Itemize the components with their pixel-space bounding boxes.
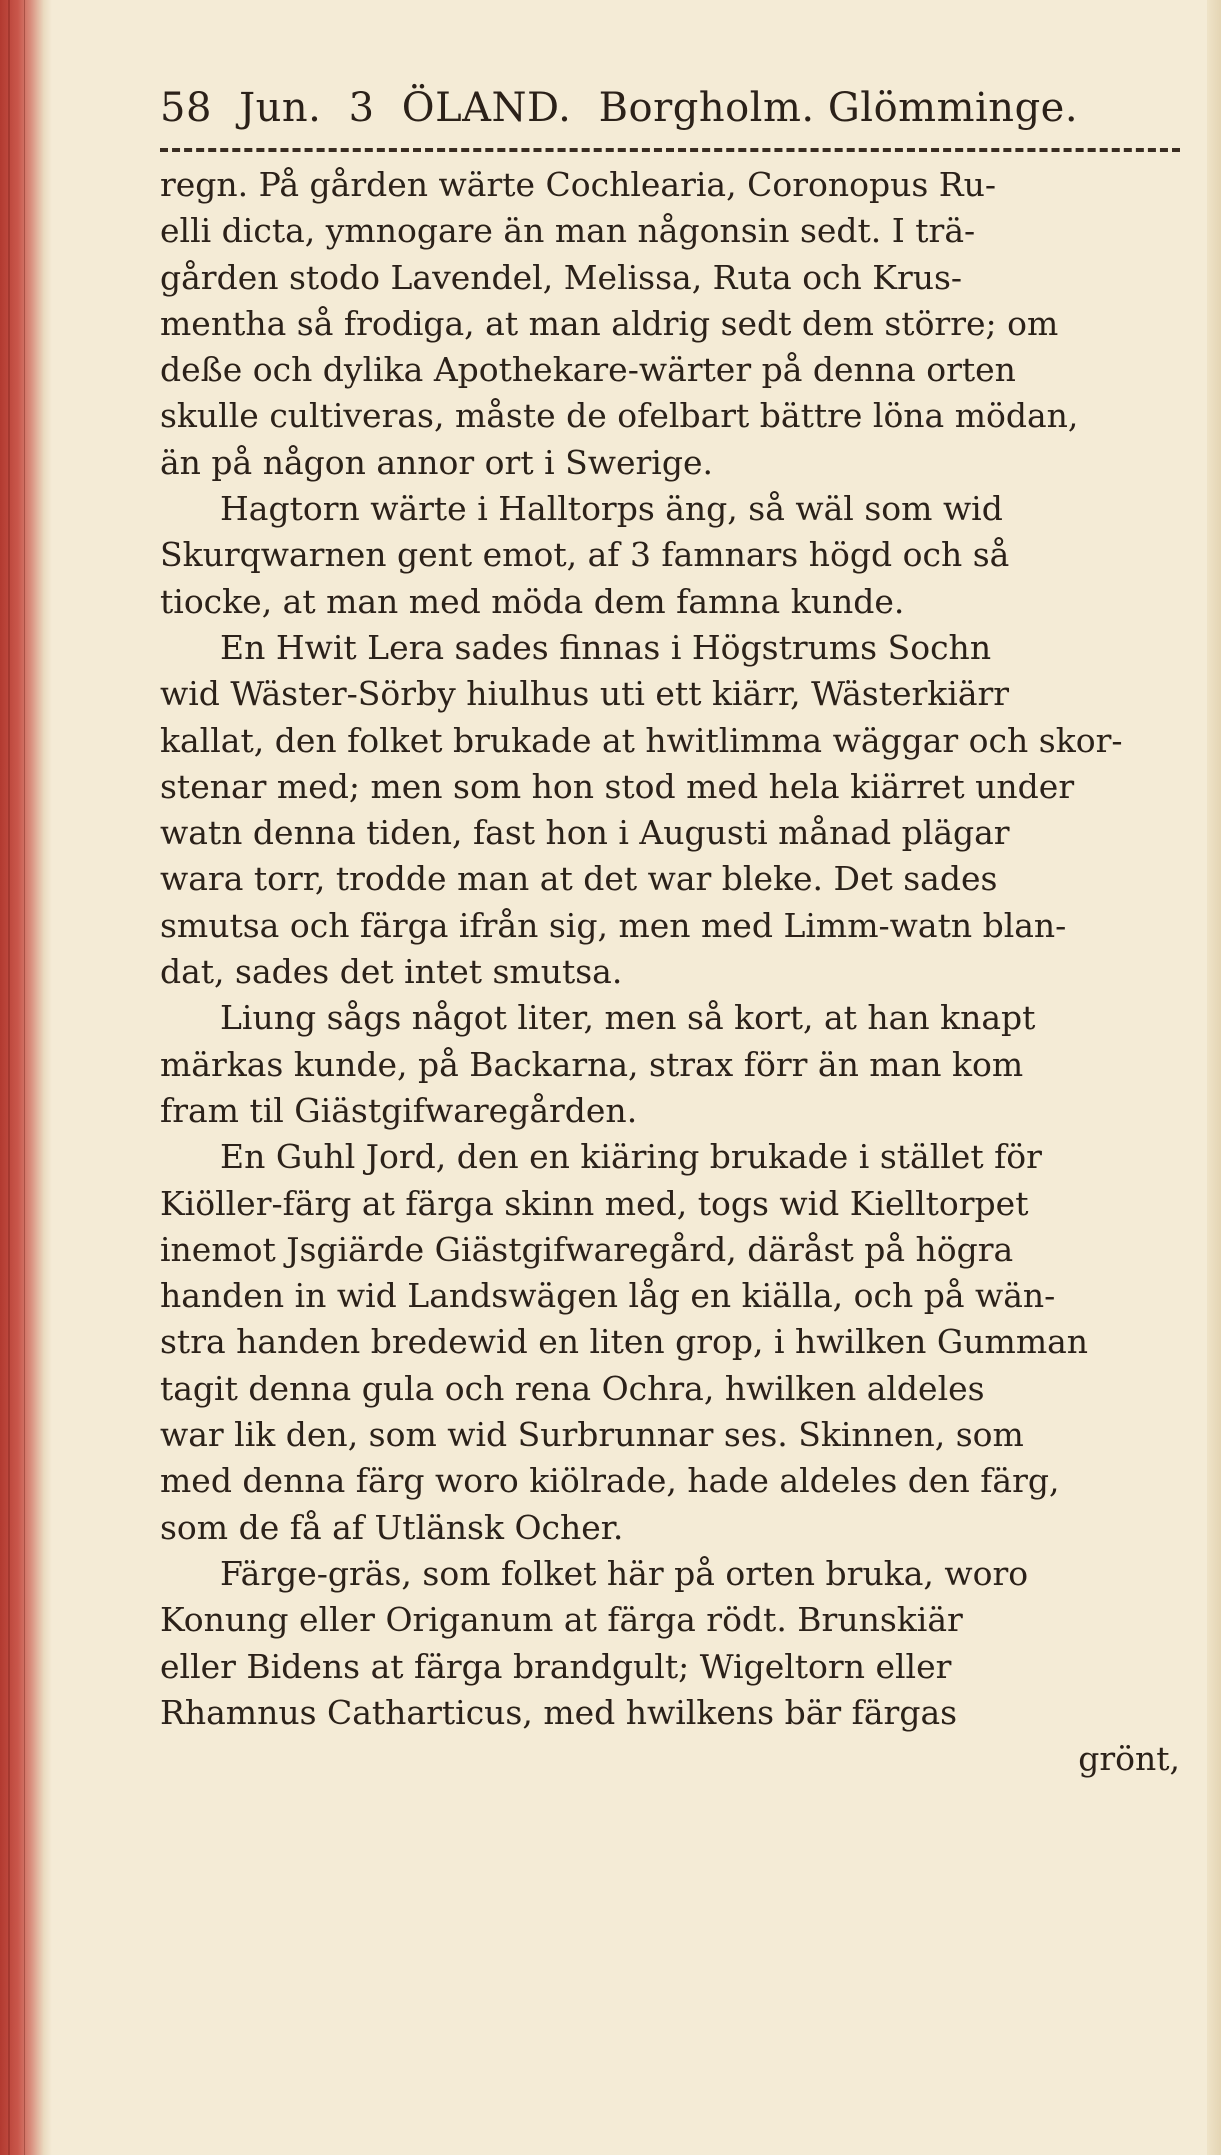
text-line: Skurqwarnen gent emot, af 3 famnars högd och så [160,535,1010,575]
text-line: deße och dylika Apothekare-wärter på denna orten [160,350,1016,390]
header-day: 3 [348,85,375,131]
text-line: fram til Giästgifwaregården. [160,1090,638,1130]
header-month: Jun. [239,85,322,131]
header-rule [160,148,1180,152]
text-line: dat, sades det intet smutsa. [160,952,623,992]
text-line: regn. På gården wärte Cochlearia, Coronopus Ru- [160,165,997,204]
text-line: skulle cultiveras, måste de ofelbart bättre löna mödan, [160,396,1079,436]
page-body [160,162,1200,1782]
book-binding-edge [0,0,52,2155]
text-line: stenar med; men som hon stod med hela kiärret under [160,766,1075,806]
text-line: stra handen bredewid en liten grop, i hwilken Gumman [160,1322,1089,1362]
text-line: inemot Jsgiärde Giästgifwaregård, däråst på högra [160,1229,1014,1269]
header-places: Borgholm. Glömminge. [598,85,1079,131]
paragraph-start-line: En Guhl Jord, den en kiäring brukade i stället för [220,1137,1042,1177]
text-line: handen in wid Landswägen låg en kiälla, och på wän- [160,1276,1056,1316]
catchword: grönt, [1078,1739,1180,1779]
text-line: kallat, den folket brukade at hwitlimma wäggar och skor- [160,720,1123,760]
paragraph-start-line: Liung sågs något liter, men så kort, at han knapt [220,998,1036,1038]
text-line: tagit denna gula och rena Ochra, hwilken aldeles [160,1368,985,1408]
text-line: elli dicta, ymnogare än man någonsin sedt. I trä- [160,211,976,251]
text-line: med denna färg woro kiölrade, hade aldeles den färg, [160,1461,1060,1501]
text-line: Rhamnus Catharticus, med hwilkens bär färgas [160,1692,958,1732]
text-line: smutsa och färga ifrån sig, men med Limm-watn blan- [160,905,1067,945]
text-line: som de få af Utlänsk Ocher. [160,1507,624,1547]
text-line: war lik den, som wid Surbrunnar ses. Skinnen, som [160,1415,1024,1455]
paragraph-start-line: Färge-gräs, som folket här på orten bruka, woro [220,1553,1029,1593]
text-line: watn denna tiden, fast hon i Augusti månad plägar [160,813,1010,853]
text-line: eller Bidens at färga brandgult; Wigeltorn eller [160,1646,952,1686]
page-right-edge [1207,0,1221,2155]
paragraph-start-line: Hagtorn wärte i Halltorps äng, så wäl som wid [220,489,1003,529]
header-region: ÖLAND. [401,85,572,131]
text-line: mentha så frodiga, at man aldrig sedt dem större; om [160,303,1059,343]
text-line: gården stodo Lavendel, Melissa, Ruta och Krus- [160,257,963,297]
text-line: märkas kunde, på Backarna, strax förr än man kom [160,1044,1024,1084]
book-page [160,70,1200,2130]
paragraph-start-line: En Hwit Lera sades finnas i Högstrums Sochn [220,627,992,667]
running-header [160,78,1200,138]
text-line: wid Wäster-Sörby hiulhus uti ett kiärr, Wästerkiärr [160,674,1010,714]
page-number: 58 [160,85,212,131]
text-line: Konung eller Origanum at färga rödt. Brunskiär [160,1600,963,1640]
text-line: wara torr, trodde man at det war bleke. Det sades [160,859,998,899]
text-line: än på någon annor ort i Swerige. [160,442,713,482]
text-line: Kiöller-färg at färga skinn med, togs wid Kielltorpet [160,1183,1029,1223]
text-line: tiocke, at man med möda dem famna kunde. [160,581,905,621]
